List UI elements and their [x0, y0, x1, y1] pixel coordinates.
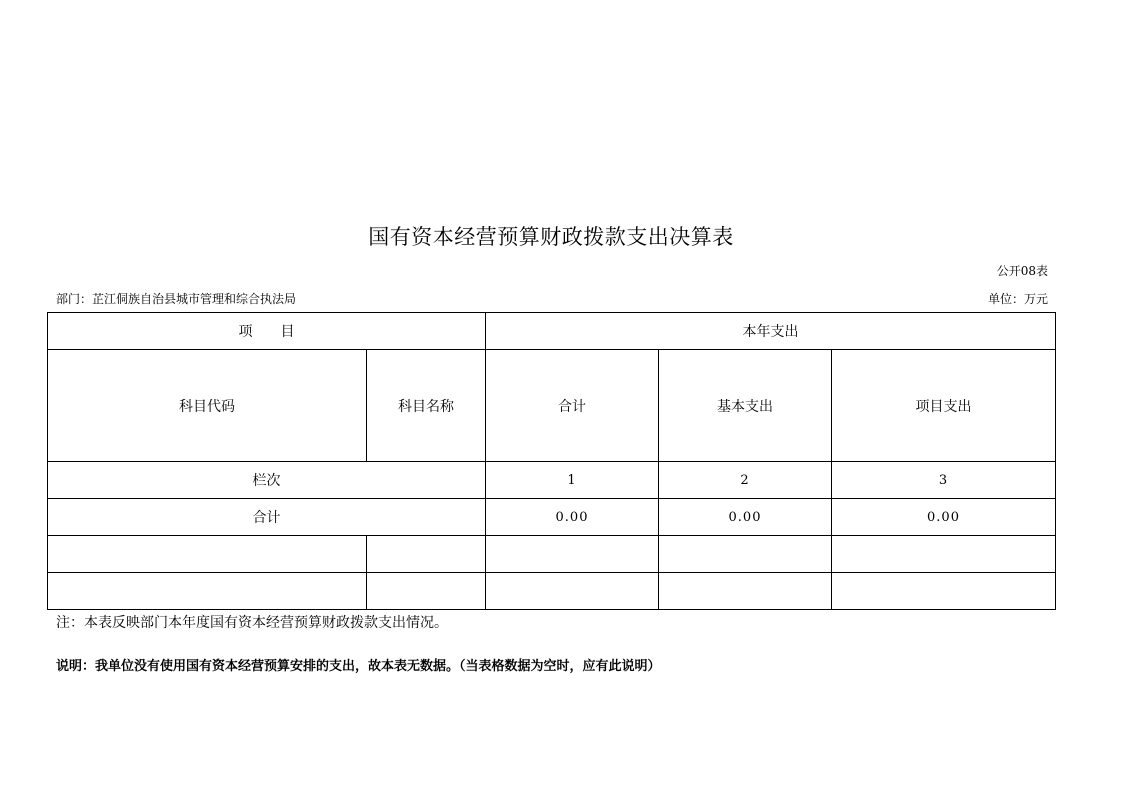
col-basic-expenditure: 基本支出 [659, 350, 832, 462]
table-cell [48, 536, 367, 573]
table-note: 注：本表反映部门本年度国有资本经营预算财政拨款支出情况。 [56, 615, 448, 631]
header-item: 项 目 [48, 313, 486, 350]
index-1: 1 [486, 462, 659, 499]
unit-label: 单位：万元 [987, 292, 1048, 306]
table-cell [659, 536, 832, 573]
table-row [48, 536, 1056, 573]
table-header-row [48, 313, 1056, 350]
form-number: 公开08表 [996, 264, 1048, 278]
table-cell [486, 536, 659, 573]
page-title: 国有资本经营预算财政拨款支出决算表 [368, 225, 734, 249]
table-cell [659, 573, 832, 610]
table-index-row [48, 462, 1056, 499]
table-cell [367, 573, 486, 610]
table-cell [832, 536, 1056, 573]
basic-value: 0.00 [659, 499, 832, 536]
col-project-expenditure: 项目支出 [832, 350, 1056, 462]
table-row [48, 573, 1056, 610]
row-total-label: 合计 [48, 499, 486, 536]
table-cell [486, 573, 659, 610]
project-value: 0.00 [832, 499, 1056, 536]
table-total-row [48, 499, 1056, 536]
col-subject-name: 科目名称 [367, 350, 486, 462]
total-value: 0.00 [486, 499, 659, 536]
explanation: 说明：我单位没有使用国有资本经营预算安排的支出，故本表无数据。（当表格数据为空时，应有此说明） [56, 659, 661, 674]
col-subject-code: 科目代码 [48, 350, 367, 462]
col-total: 合计 [486, 350, 659, 462]
row-index-label: 栏次 [48, 462, 486, 499]
expenditure-table [47, 312, 1056, 610]
index-2: 2 [659, 462, 832, 499]
table-cell [48, 573, 367, 610]
table-cell [367, 536, 486, 573]
table-subheader-row [48, 350, 1056, 462]
department-label: 部门：芷江侗族自治县城市管理和综合执法局 [56, 292, 297, 306]
index-3: 3 [832, 462, 1056, 499]
table-cell [832, 573, 1056, 610]
header-current-year: 本年支出 [486, 313, 1056, 350]
